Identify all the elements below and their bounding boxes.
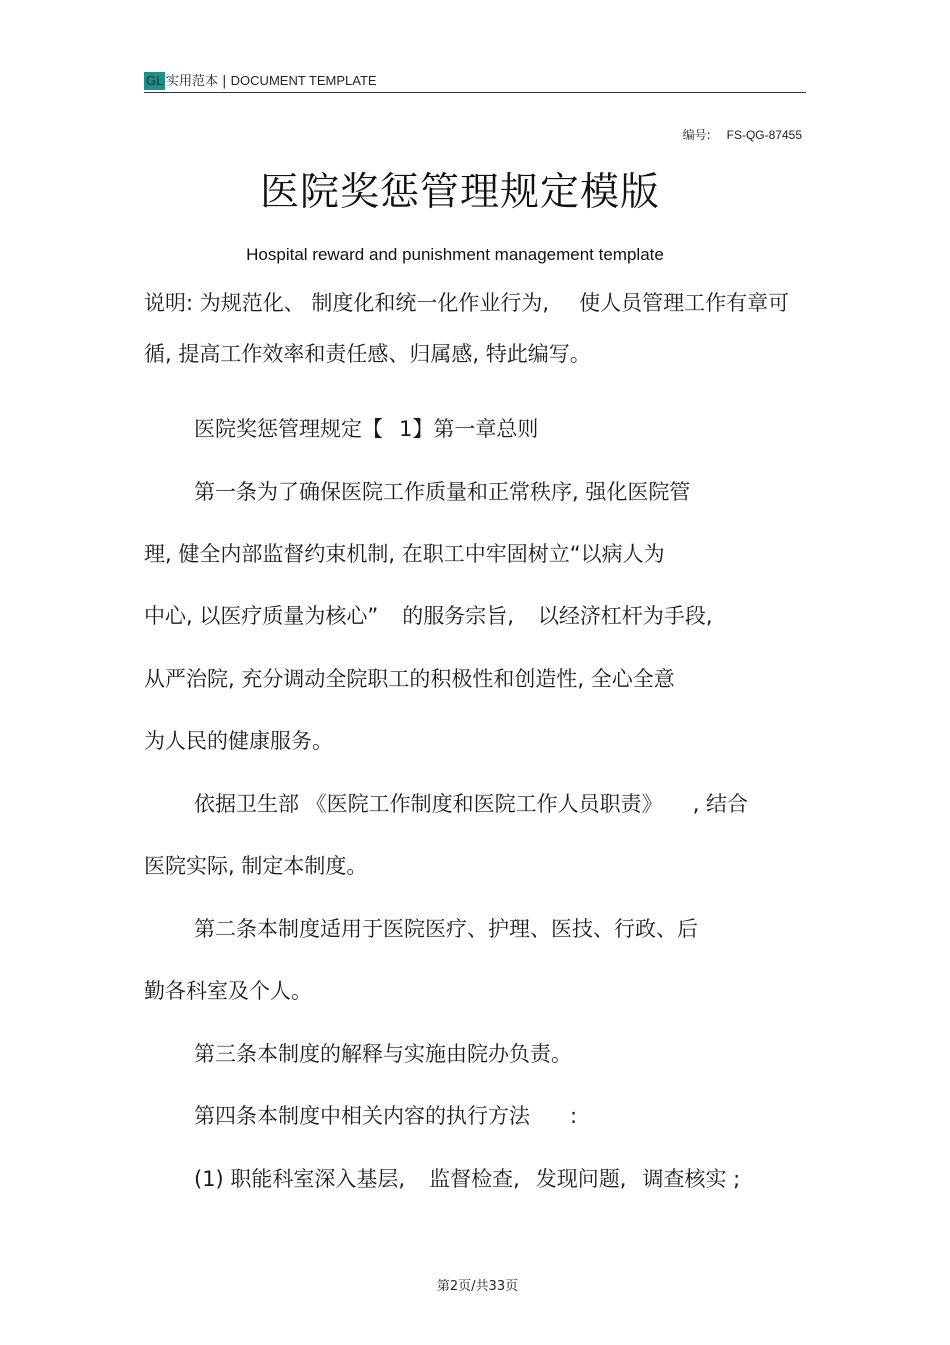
body-text: 第三条本制度的解释与实施由院办负责。 bbox=[194, 1042, 572, 1066]
body-line-3 bbox=[194, 414, 538, 444]
body-line-12 bbox=[144, 976, 312, 1006]
body-text: 勤各科室及个人。 bbox=[144, 979, 312, 1003]
body-line-7 bbox=[144, 664, 675, 694]
body-text: : bbox=[570, 1104, 578, 1128]
body-line-13 bbox=[194, 1039, 572, 1069]
body-text: 1】第一章总则 bbox=[399, 417, 539, 441]
body-text: , 结合 bbox=[692, 792, 749, 816]
document-number bbox=[683, 127, 802, 143]
document-subtitle: Hospital reward and punishment management template bbox=[246, 245, 664, 264]
document-title: 医院奖惩管理规定模版 bbox=[259, 170, 660, 215]
page-footer: 第2页/共33页 bbox=[436, 1279, 519, 1294]
document-number-label: 编号: bbox=[682, 128, 711, 142]
body-text: 第四条本制度中相关内容的执行方法 bbox=[194, 1104, 530, 1128]
body-line-9 bbox=[194, 789, 748, 819]
body-text: 以经济杠杆为手段, bbox=[537, 604, 713, 628]
body-text: 医院实际, 制定本制度。 bbox=[144, 854, 368, 878]
body-text: 的服务宗旨, bbox=[402, 604, 514, 628]
body-line-14 bbox=[194, 1101, 577, 1131]
body-text: 第二条本制度适用于医院医疗、护理、医技、行政、后 bbox=[194, 917, 698, 941]
body-line-10 bbox=[144, 851, 367, 881]
body-line-2 bbox=[144, 339, 591, 369]
body-text: 从严治院, 充分调动全院职工的积极性和创造性, 全心全意 bbox=[144, 667, 675, 691]
body-text: 监督检查, bbox=[429, 1167, 520, 1191]
body-line-11 bbox=[194, 914, 698, 944]
body-text: 理, 健全内部监督约束机制, 在职工中牢固树立“以病人为 bbox=[144, 542, 665, 566]
body-text: 循, 提高工作效率和责任感、归属感, 特此编写。 bbox=[144, 342, 591, 366]
brand-name-cn: 实用范本 bbox=[166, 74, 219, 89]
body-text: 中心, 以医疗质量为核心” bbox=[144, 604, 379, 628]
body-text: 依据卫生部 《医院工作制度和医院工作人员职责》 bbox=[194, 792, 663, 816]
body-text: (1) 职能科室深入基层, bbox=[194, 1167, 406, 1191]
body-line-5 bbox=[144, 539, 665, 569]
body-text: 说明: 为规范化、 制度化和统一化作业行为, bbox=[144, 291, 550, 315]
body-line-4 bbox=[194, 477, 690, 507]
body-text: 为人民的健康服务。 bbox=[144, 729, 333, 753]
brand-text bbox=[166, 72, 377, 91]
brand-name-en: DOCUMENT TEMPLATE bbox=[230, 73, 377, 88]
body-text: 调查核实 ; bbox=[642, 1167, 741, 1191]
brand-separator: | bbox=[218, 74, 231, 89]
body-line-1 bbox=[144, 288, 789, 318]
body-text: 使人员管理工作有章可 bbox=[579, 291, 790, 315]
body-text: 医院奖惩管理规定【 bbox=[194, 417, 383, 441]
brand-logo: GL bbox=[146, 73, 164, 88]
body-text: 发现问题, bbox=[535, 1167, 627, 1191]
document-number-value: FS-QG-87455 bbox=[726, 128, 802, 142]
body-line-6 bbox=[144, 601, 713, 631]
page-header bbox=[144, 70, 806, 93]
body-line-15 bbox=[194, 1164, 740, 1194]
body-line-8 bbox=[144, 726, 333, 756]
body-text: 第一条为了确保医院工作质量和正常秩序, 强化医院管 bbox=[194, 480, 691, 504]
